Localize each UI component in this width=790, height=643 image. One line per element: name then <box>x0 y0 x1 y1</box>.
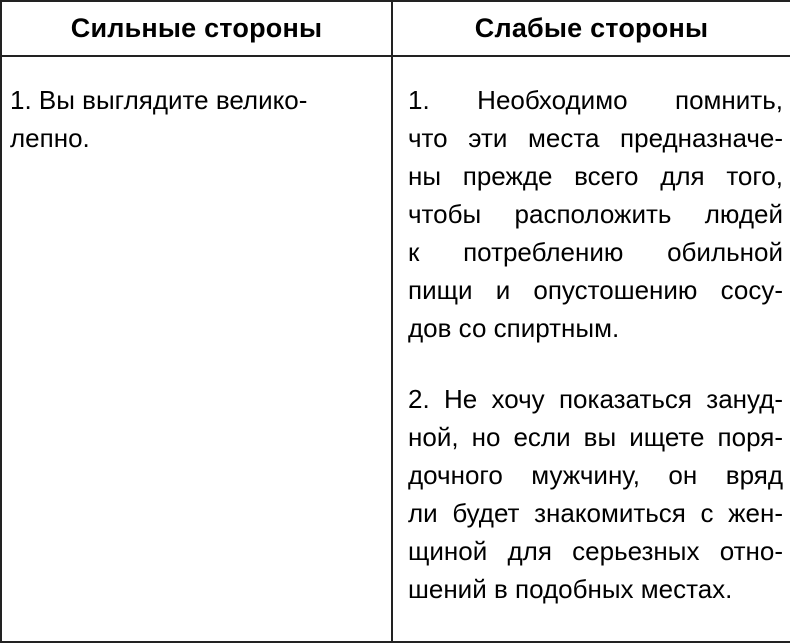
text-line: чтобы расположить людей <box>408 199 783 229</box>
text-line: 2. Не хочу показаться зануд- <box>408 384 783 414</box>
text-line: что эти места предназначе- <box>408 123 783 153</box>
text-line: ны прежде всего для того, <box>408 161 783 191</box>
text-line: шений в подобных местах. <box>408 574 733 604</box>
text-line: 1. Вы выглядите велико- <box>10 85 308 115</box>
column-header-strengths: Сильные стороны <box>1 1 392 56</box>
strengths-cell <box>1 56 392 642</box>
text-line: дочного мужчину, он вряд <box>408 460 783 490</box>
text-line: пищи и опустошению сосу- <box>408 275 783 305</box>
text-line: лепно. <box>10 123 90 153</box>
column-header-weaknesses: Слабые стороны <box>392 1 790 56</box>
text-line: дов со спиртным. <box>408 313 620 343</box>
weaknesses-item-1 <box>408 81 783 347</box>
text-line: 1. Необходимо помнить, <box>408 85 783 115</box>
weaknesses-cell <box>392 56 790 642</box>
table-header-row <box>1 1 790 56</box>
text-line: щиной для серьезных отно- <box>408 536 783 566</box>
weaknesses-item-2 <box>408 380 783 608</box>
table-body-row <box>1 56 790 642</box>
text-line: ли будет знакомиться с жен- <box>408 498 783 528</box>
text-line: ной, но если вы ищете поря- <box>408 422 783 452</box>
text-line: к потреблению обильной <box>408 237 783 267</box>
strengths-item-1 <box>10 81 381 157</box>
